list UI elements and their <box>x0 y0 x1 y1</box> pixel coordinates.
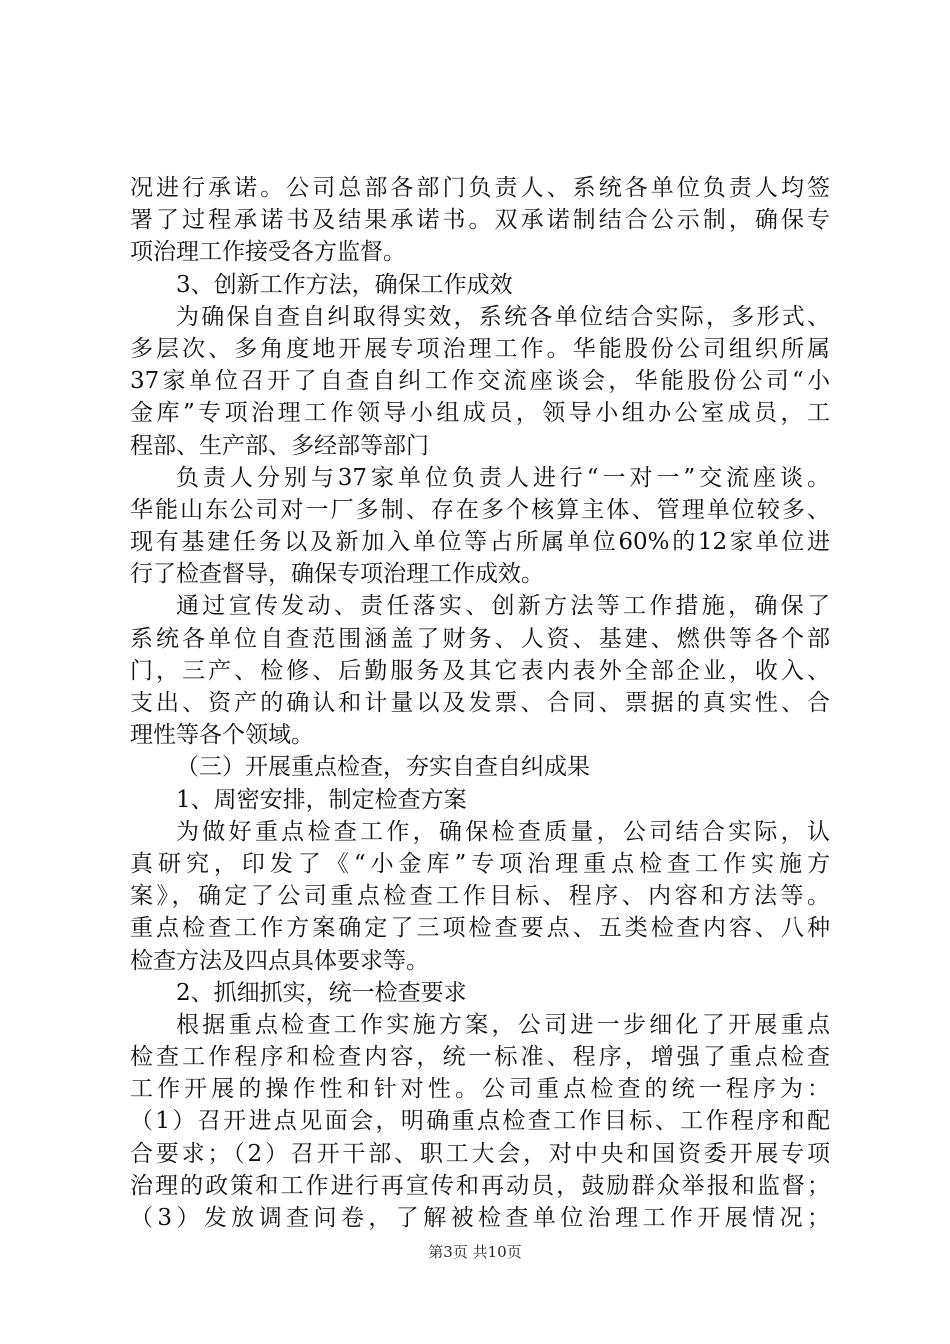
text-line: 程部、生产部、多经部等部门 <box>130 432 429 459</box>
text-line: （3）发放调查问卷，了解被检查单位治理工作开展情况； <box>130 1205 830 1231</box>
text-line: 署了过程承诺书及结果承诺书。双承诺制结合公示制，确保专 <box>130 207 830 234</box>
text-line: 重点检查工作方案确定了三项检查要点、五类检查内容、八种 <box>130 915 830 942</box>
text-line: 华能山东公司对一厂多制、存在多个核算主体、管理单位较多、 <box>130 496 830 523</box>
text-line: 根据重点检查工作实施方案，公司进一步细化了开展重点 <box>176 1011 830 1038</box>
text-line: 系统各单位自查范围涵盖了财务、人资、基建、燃供等各个部 <box>130 625 830 652</box>
text-line: 37家单位召开了自查自纠工作交流座谈会，华能股份公司“小 <box>130 368 830 395</box>
text-line: （三）开展重点检查，夯实自查自纠成果 <box>176 754 590 781</box>
text-line: 项治理工作接受各方监督。 <box>130 239 406 266</box>
text-line: 多层次、多角度地开展专项治理工作。华能股份公司组织所属 <box>130 335 830 362</box>
text-line: 理性等各个领域。 <box>130 722 314 749</box>
text-line: 门，三产、检修、后勤服务及其它表内表外全部企业，收入、 <box>130 657 830 684</box>
text-line: 3、创新工作方法，确保工作成效 <box>176 271 513 298</box>
text-line: 合要求；（2）召开干部、职工大会，对中央和国资委开展专项 <box>130 1140 830 1167</box>
text-line: 为确保自查自纠取得实效，系统各单位结合实际，多形式、 <box>176 303 830 330</box>
text-line: 支出、资产的确认和计量以及发票、合同、票据的真实性、合 <box>130 690 830 716</box>
text-line: （1）召开进点见面会，明确重点检查工作目标、工作程序和配 <box>130 1108 830 1135</box>
text-line: 治理的政策和工作进行再宣传和再动员，鼓励群众举报和监督； <box>130 1172 830 1199</box>
body-text <box>130 172 830 1234</box>
text-line: 2、抓细抓实，统一检查要求 <box>176 979 467 1006</box>
text-line: 负责人分别与37家单位负责人进行“一对一”交流座谈。 <box>176 464 830 491</box>
text-line: 现有基建任务以及新加入单位等占所属单位60%的12家单位进 <box>130 529 830 556</box>
text-line: 况进行承诺。公司总部各部门负责人、系统各单位负责人均签 <box>130 175 830 201</box>
text-line: 真研究，印发了《“小金库”专项治理重点检查工作实施方 <box>130 850 830 877</box>
text-line: 案》，确定了公司重点检查工作目标、程序、内容和方法等。 <box>130 883 830 910</box>
text-line: 行了检查督导，确保专项治理工作成效。 <box>130 561 544 588</box>
text-line: 检查方法及四点具体要求等。 <box>130 947 429 974</box>
text-line: 检查工作程序和检查内容，统一标准、程序，增强了重点检查 <box>130 1044 830 1071</box>
text-line: 工作开展的操作性和针对性。公司重点检查的统一程序为： <box>130 1076 830 1103</box>
text-line: 金库”专项治理工作领导小组成员，领导小组办公室成员，工 <box>130 400 830 427</box>
page-footer: 第3页 共10页 <box>428 1243 522 1261</box>
text-line: 1、周密安排，制定检查方案 <box>176 786 467 813</box>
text-line: 通过宣传发动、责任落实、创新方法等工作措施，确保了 <box>176 593 830 620</box>
text-line: 为做好重点检查工作，确保检查质量，公司结合实际，认 <box>176 818 830 845</box>
